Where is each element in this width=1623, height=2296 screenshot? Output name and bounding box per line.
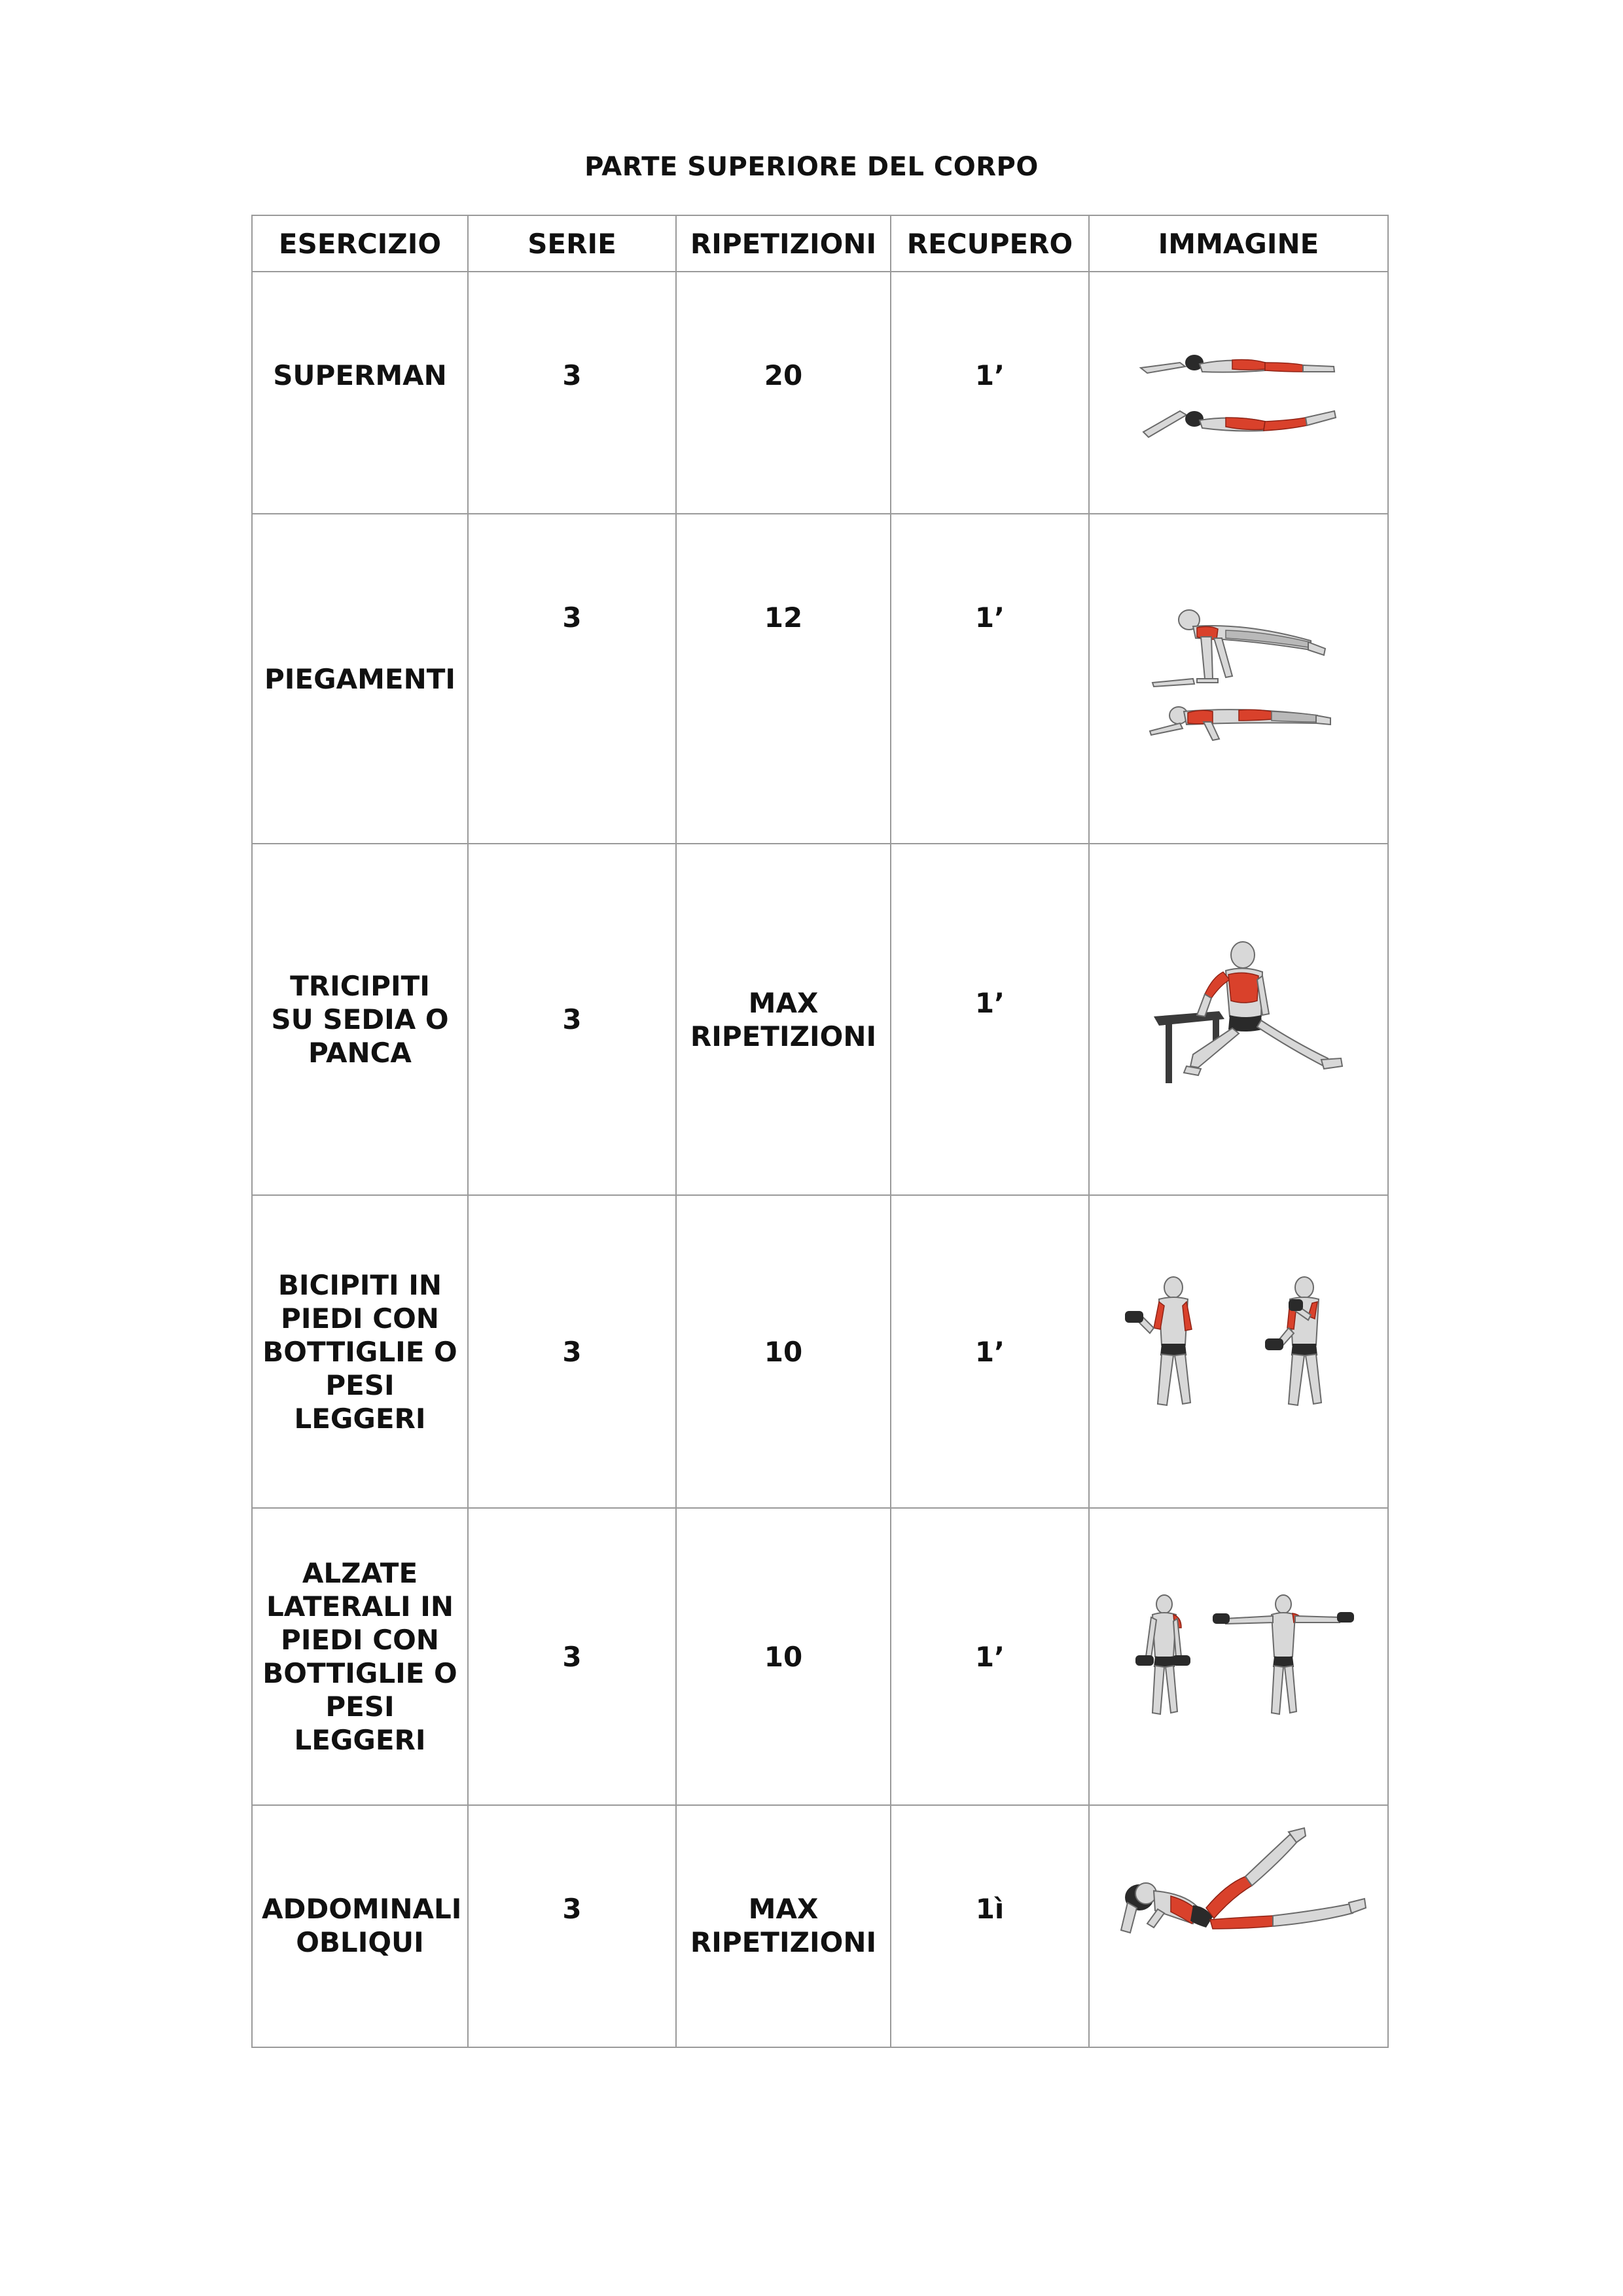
rest-value: 1’ (891, 514, 1089, 844)
sets-value: 3 (468, 1508, 676, 1805)
page-title: PARTE SUPERIORE DEL CORPO (584, 152, 1039, 182)
exercise-image-cell (1089, 844, 1388, 1195)
rest-value: 1’ (891, 844, 1089, 1195)
rest-value: 1’ (891, 272, 1089, 514)
table-row (252, 272, 1388, 514)
exercise-name: TRICIPITI SU SEDIA O PANCA (252, 844, 468, 1195)
table-row (252, 1508, 1388, 1805)
exercise-image-cell (1089, 1508, 1388, 1805)
exercise-image-cell (1089, 514, 1388, 844)
exercise-image-cell (1089, 1805, 1388, 2047)
reps-value: MAX RIPETIZIONI (676, 844, 891, 1195)
table-row (252, 1195, 1388, 1508)
header-rest: RECUPERO (891, 215, 1089, 272)
superman-exercise-illustration (1134, 334, 1344, 452)
table-header-row (252, 215, 1388, 272)
sets-value: 3 (468, 1805, 676, 2047)
pushup-exercise-illustration (1141, 600, 1337, 757)
sets-value: 3 (468, 514, 676, 844)
exercise-name: ALZATE LATERALI IN PIEDI CON BOTTIGLIE O PESI LEGGERI (252, 1508, 468, 1805)
workout-table (251, 215, 1389, 2048)
lateral-raise-exercise-illustration (1121, 1591, 1357, 1722)
exercise-image-cell (1089, 272, 1388, 514)
header-reps: RIPETIZIONI (676, 215, 891, 272)
header-sets: SERIE (468, 215, 676, 272)
oblique-crunch-exercise-illustration (1108, 1825, 1370, 1956)
rest-value: 1’ (891, 1195, 1089, 1508)
rest-value: 1’ (891, 1508, 1089, 1805)
table-row (252, 844, 1388, 1195)
exercise-name: PIEGAMENTI (252, 514, 468, 844)
reps-value: 10 (676, 1508, 891, 1805)
reps-value: 12 (676, 514, 891, 844)
table-row (252, 514, 1388, 844)
exercise-name: BICIPITI IN PIEDI CON BOTTIGLIE O PESI LEGGERI (252, 1195, 468, 1508)
bench-dip-exercise-illustration (1128, 938, 1350, 1102)
reps-value: 10 (676, 1195, 891, 1508)
exercise-image-cell (1089, 1195, 1388, 1508)
table-row (252, 1805, 1388, 2047)
reps-value: MAX RIPETIZIONI (676, 1805, 891, 2047)
sets-value: 3 (468, 844, 676, 1195)
reps-value: 20 (676, 272, 891, 514)
sets-value: 3 (468, 1195, 676, 1508)
rest-value: 1ì (891, 1805, 1089, 2047)
header-image: IMMAGINE (1089, 215, 1388, 272)
bicep-curl-exercise-illustration (1121, 1273, 1357, 1430)
exercise-name: ADDOMINALI OBLIQUI (252, 1805, 468, 2047)
exercise-name: SUPERMAN (252, 272, 468, 514)
header-exercise: ESERCIZIO (252, 215, 468, 272)
sets-value: 3 (468, 272, 676, 514)
